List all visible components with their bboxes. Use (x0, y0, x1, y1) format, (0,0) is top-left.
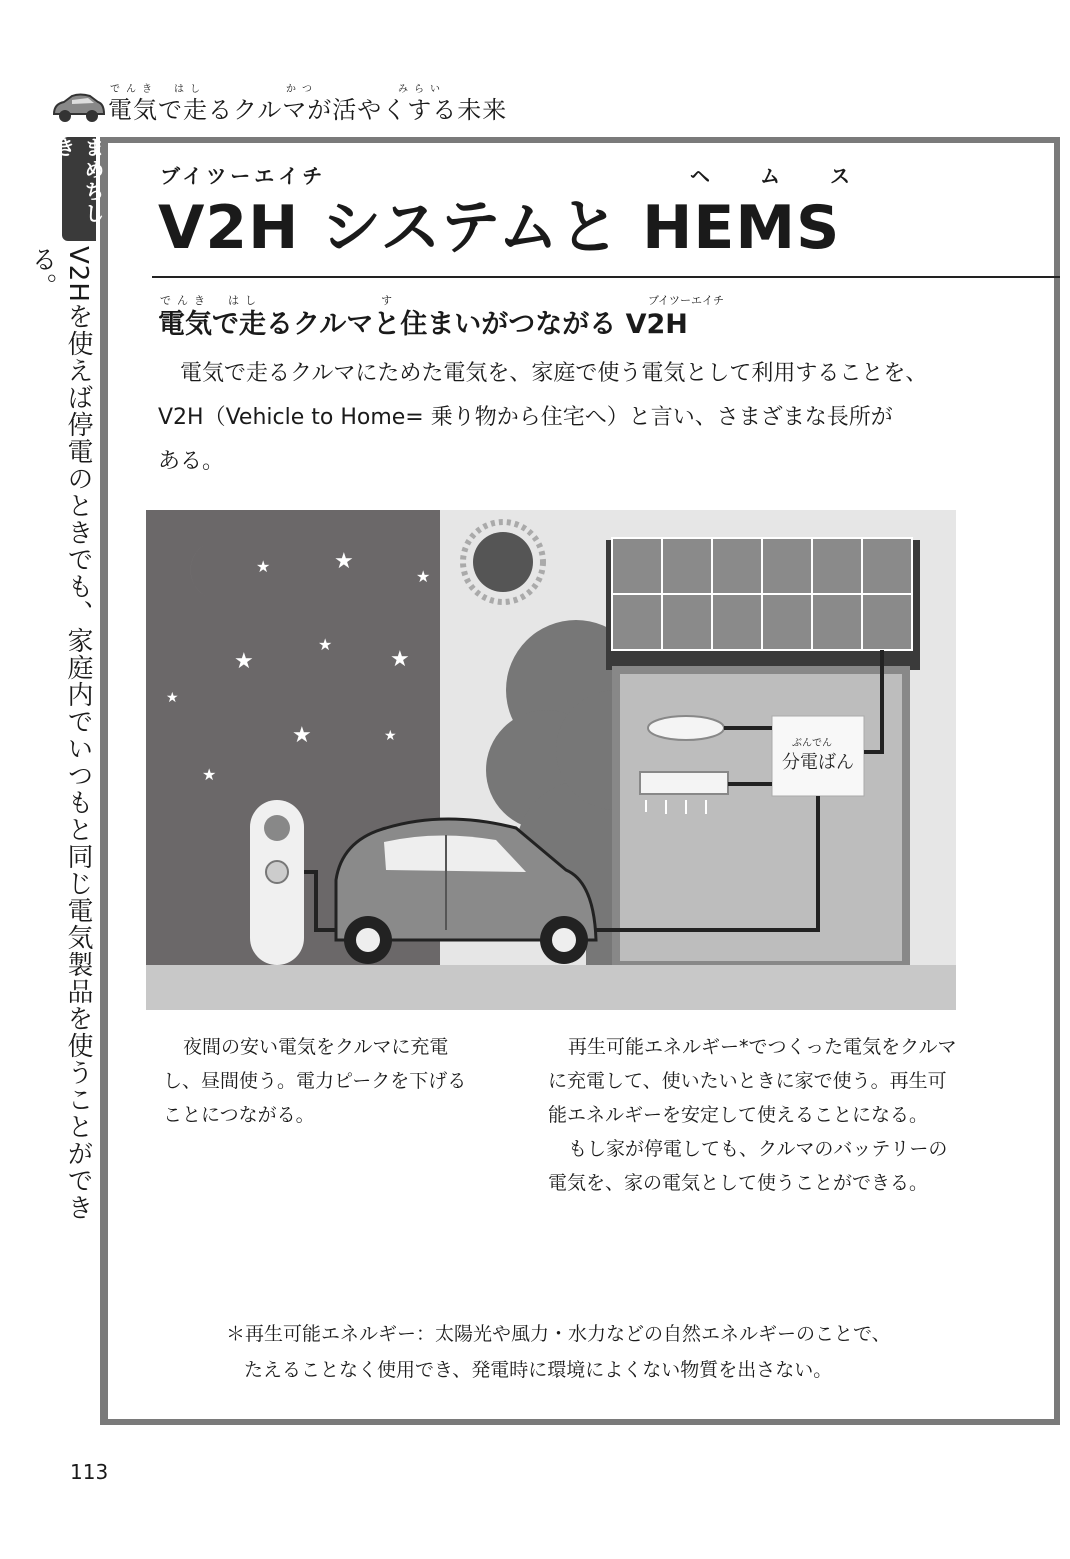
svg-text:★: ★ (416, 567, 431, 586)
svg-text:★: ★ (292, 723, 312, 748)
caption-night (163, 1030, 493, 1132)
header-ruby: でんき はし かつ みらい (110, 84, 446, 95)
svg-text:★: ★ (384, 728, 397, 744)
caption-line: 夜間の安い電気をクルマに充電 (183, 1036, 449, 1058)
charger-icon (250, 800, 304, 965)
svg-text:★: ★ (318, 635, 333, 654)
caption-line: し、昼間使う。電力ピークを下げる (163, 1070, 467, 1092)
caption-day (548, 1030, 978, 1200)
footnote (226, 1316, 946, 1388)
ceiling-light-icon (648, 716, 724, 740)
solar-panel (612, 538, 912, 650)
svg-text:★: ★ (256, 557, 271, 576)
footnote-line: ＊再生可能エネルギー：太陽光や風力・水力などの自然エネルギーのことで、 (226, 1323, 891, 1345)
caption-line: に充電して、使いたいときに家で使う。再生可 (548, 1070, 947, 1092)
title-ruby-right: ヘムス (690, 164, 900, 188)
v2h-illustration (146, 510, 956, 1010)
caption-line: もし家が停電しても、クルマのバッテリーの (568, 1138, 948, 1160)
title-ruby-left: ブイツーエイチ (160, 164, 327, 188)
intro-paragraph (158, 352, 998, 484)
caption-line: ことにつながる。 (163, 1104, 315, 1126)
divider (152, 276, 1060, 278)
caption-line: 再生可能エネルギー*でつくった電気をクルマ (568, 1036, 957, 1058)
paragraph-line: ある。 (158, 449, 225, 474)
panel-ruby: ぶんでん (792, 738, 832, 749)
panel-label: 分電ばん (782, 752, 854, 773)
svg-text:★: ★ (166, 690, 179, 706)
subtitle-ruby-right: ブイツーエイチ (648, 294, 725, 307)
svg-text:★: ★ (334, 549, 354, 574)
paragraph-line: V2H（Vehicle to Home= 乗り物から住宅へ）と言い、さまざまな長所が (158, 405, 893, 430)
page-number: 113 (70, 1460, 109, 1484)
svg-text:★: ★ (202, 765, 217, 784)
header-title: 電気で走るクルマが活やくする未来 (108, 96, 508, 124)
caption-line: 能エネルギーを安定して使えることになる。 (548, 1104, 929, 1126)
page-title: V2H システムと HEMS (158, 193, 841, 263)
car-icon (50, 92, 106, 124)
svg-text:★: ★ (234, 649, 254, 674)
caption-line: 電気を、家の電気として使うことができる。 (548, 1172, 929, 1194)
subtitle: 電気で走るクルマと住まいがつながる V2H (158, 309, 688, 340)
paragraph-line: 電気で走るクルマにためた電気を、家庭で使う電気として利用することを、 (180, 361, 928, 386)
svg-text:★: ★ (390, 647, 410, 672)
house-wall (616, 670, 906, 965)
sidebar-tab: まめちしき (62, 137, 96, 241)
subtitle-ruby-left: でんき はし す (160, 294, 398, 307)
footnote-line: たえることなく使用でき、発電時に環境によくない物質を出さない。 (244, 1359, 833, 1381)
sidebar-text: V2Hを使えば停電のときでも、家庭内でいつもと同じ電気製品を使うことができる。 (27, 246, 93, 1221)
ground (146, 965, 956, 1010)
